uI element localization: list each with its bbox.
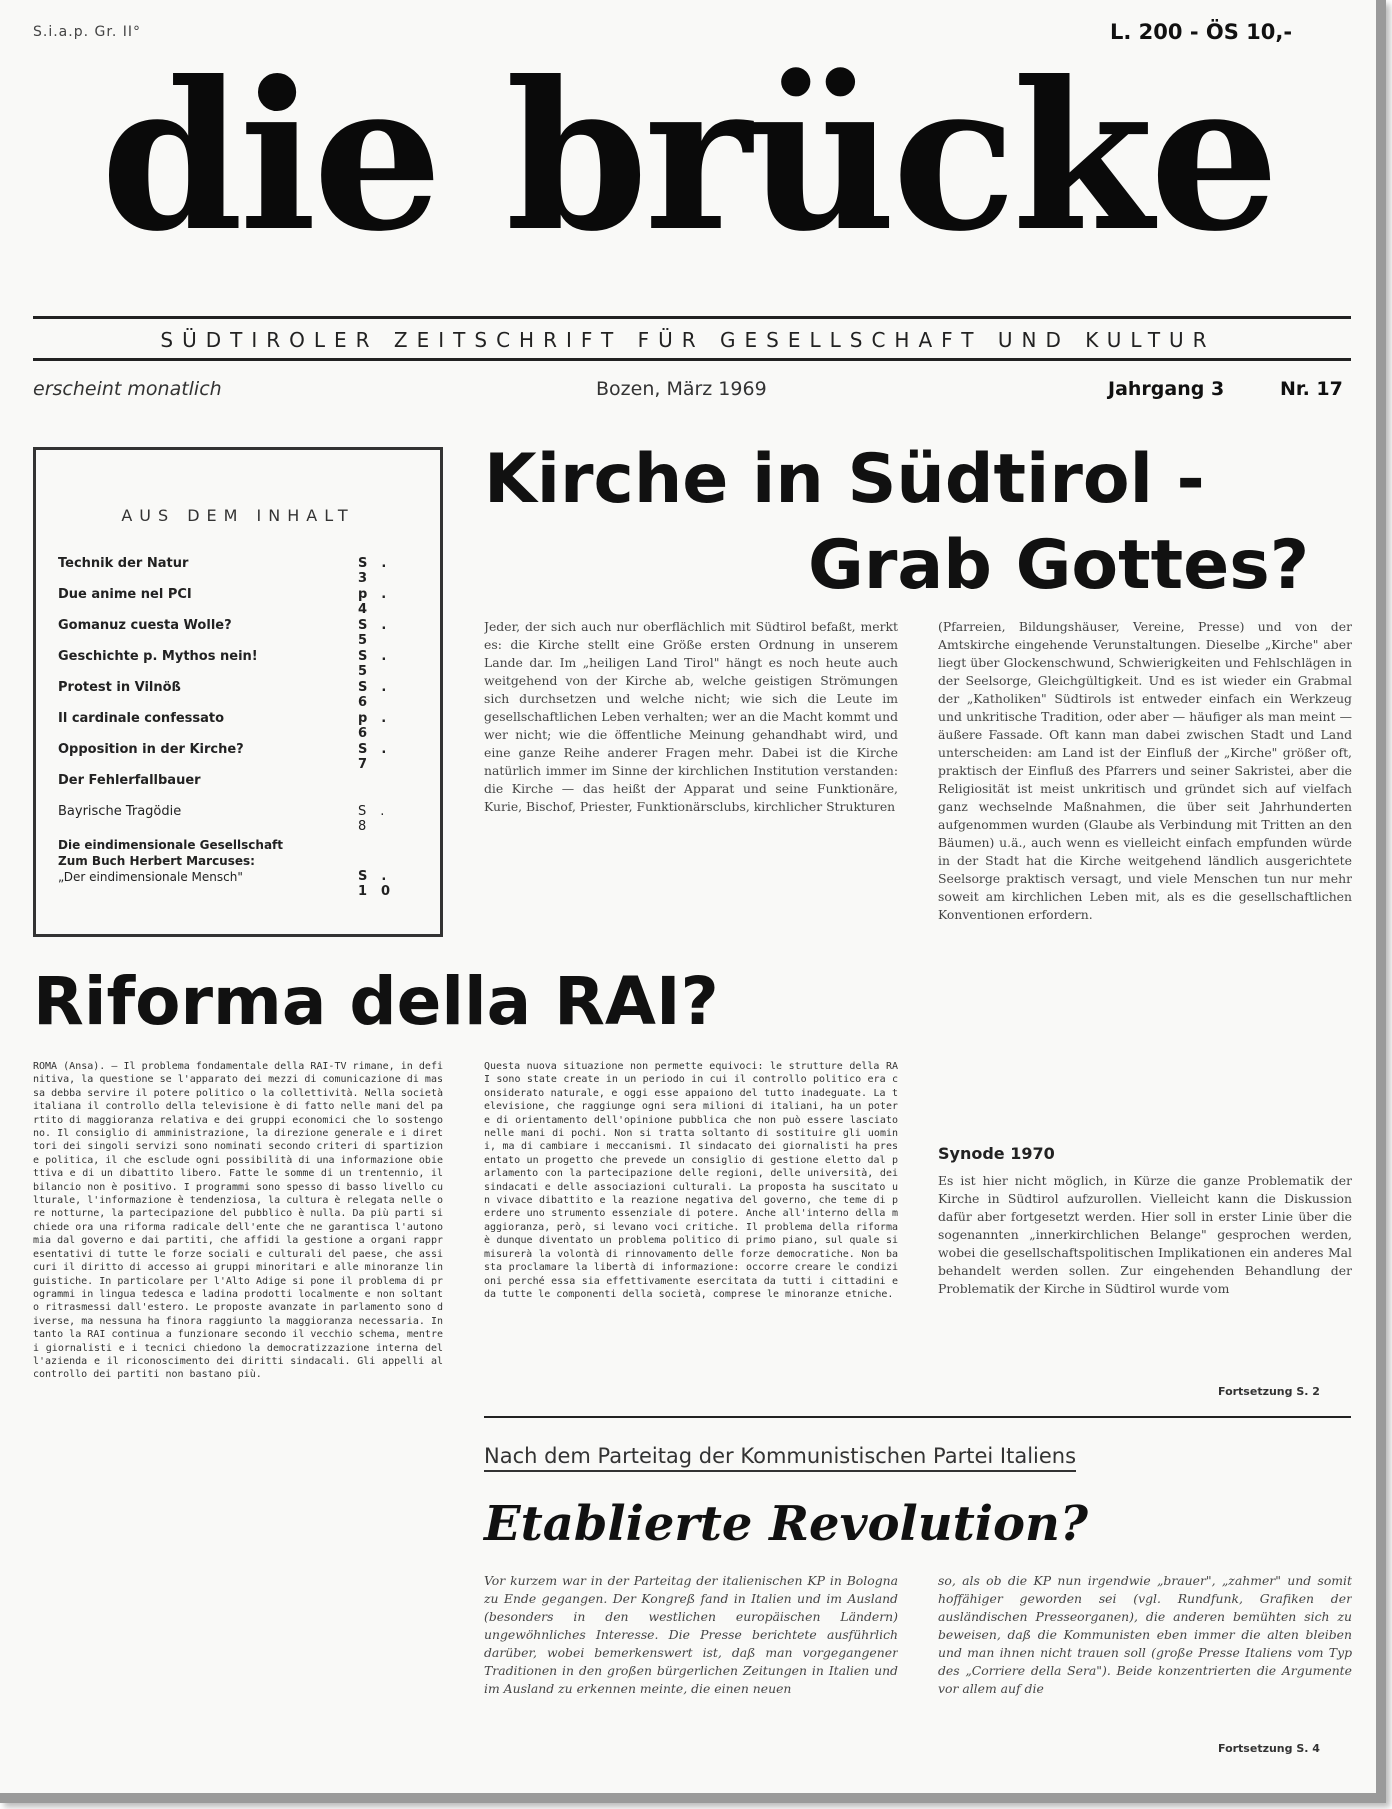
article-divider bbox=[484, 1416, 1351, 1418]
article-revolution-column-2: so, als ob die KP nun irgendwie „brauer", „zahmer" und somit hoffähiger geworden sei (vgl. Rundfunk, Grafiken der ausländischen Presseorganen), die anderen bemühten sich zu beweisen, daß die Kommunisten eben immer die alten bleiben und man ihnen nicht trauen soll (große Presse Italiens vom Typ des „Corriere della Sera"). Beide konzentrierten die Argumente vor allem auf die bbox=[938, 1573, 1352, 1696]
article-kirche-continued: Fortsetzung S. 2 bbox=[1218, 1385, 1320, 1398]
article-revolution-kicker: Nach dem Parteitag der Kommunistischen Partei Italiens bbox=[484, 1444, 1076, 1472]
postal-code: S.i.a.p. Gr. II° bbox=[33, 24, 141, 40]
toc-item-multiline[interactable]: Die eindimensionale Gesellschaft Zum Buch Herbert Marcuses: „Der eindimensionale Mensch" bbox=[58, 838, 283, 884]
article-revolution-continued: Fortsetzung S. 4 bbox=[1218, 1742, 1320, 1755]
article-revolution-headline: Etablierte Revolution? bbox=[484, 1496, 1089, 1552]
meta-issue: Nr. 17 bbox=[1280, 378, 1343, 400]
masthead-title: die brücke bbox=[100, 37, 1276, 277]
meta-place-date: Bozen, März 1969 bbox=[596, 378, 767, 400]
masthead-rule-bottom bbox=[33, 358, 1351, 361]
article-rai-column-2: Questa nuova situazione non permette equivoci: le strutture della RAI sono state create in un periodo in cui il controllo politico era considerato naturale, e oggi esse appaiono del tutto inadeguate. La televisione, che raggiunge ogni sera milioni di italiani, ha un potere di orientamento dell'opinione pubblica che non può essere lasciato nelle mani di pochi. Non si tratta soltanto di sostituire gli uomini, ma di cambiare i meccanismi. Il sindacato dei giornalisti ha presentato un progetto che prevede un consiglio di gestione eletto dal parlamento con la partecipazione delle regioni, delle università, dei sindacati e delle associazioni culturali. La proposta ha suscitato un vivace dibattito e la reazione negativa del governo, che teme di perdere uno strumento essenziale di potere. Anche all'interno della maggioranza, però, si levano voci critiche. Il problema della riforma è dunque diventato un problema politico di primo piano, sul quale si misurerà la volontà di rinnovamento delle forze democratiche. Non basta proclamare la libertà di informazione: occorre creare le condizioni perché essa sia effettivamente esercitata da tutti i cittadini e da tutte le componenti della società, comprese le minoranze etniche. bbox=[484, 1061, 898, 1300]
article-kirche-headline-line2: Grab Gottes? bbox=[808, 526, 1310, 605]
table-of-contents: AUS DEM INHALT Technik der Natur S. 3 Due anime nel PCI p. 4 Gomanuz cuesta Wolle? S. 5 Geschichte p. Mythos nein! S. 5 Protest in Vilnöß S. 6 Il cardinale confessato p. 6 Opposition in der Kirche? S. 7 Der Fehlerfallbauer Bayrische Tragödie S. 8 Die eindimensionale Gesellschaft Zum Buch Herbert Marcuses: „Der eindimensionale Mensch" S. 10 bbox=[33, 447, 443, 937]
article-rai-headline: Riforma della RAI? bbox=[33, 963, 719, 1040]
meta-frequency: erscheint monatlich bbox=[33, 378, 222, 400]
toc-title: AUS DEM INHALT bbox=[121, 506, 355, 525]
article-kirche-subhead: Synode 1970 bbox=[938, 1144, 1055, 1163]
article-kirche-column-1: Jeder, der sich auch nur oberflächlich mit Südtirol befaßt, merkt es: die Kirche stellt eine Größe ersten Ordnung in unserem Lande dar. Im „heiligen Land Tirol" hängt es noch heute auch weitgehend von der Kirche ab, welche geistigen Strömungen sich durchsetzen und welche nicht; wie sich die Leute im gesellschaftlichen Leben verhalten; wer an die Macht kommt und wer nicht; wie die öffentliche Meinung gehandhabt wird, und eine ganze Reihe anderer Fragen mehr. Dabei ist die Kirche natürlich immer im Sinne der kirchlichen Institution verstanden: die Kirche — das heißt der Apparat und seine Funktionäre, Kurie, Bischof, Priester, Funktionärsclubs, kirchlicher Strukturen bbox=[484, 619, 898, 814]
article-kirche-column-2: (Pfarreien, Bildungshäuser, Vereine, Presse) und von der Amtskirche eingehende Verunstaltungen. Dieselbe „Kirche" aber liegt über Glockenschwund, Schwierigkeiten und Fehlschlägen in der Seelsorge, Gleichgültigkeit. Und es ist wieder ein Grabmal der „Katholiken" Südtirols ist entweder einfach ein Werkzeug und unkritische Tradition, oder aber — häufiger als man meint — äußere Fassade. Oft kann man dabei zwischen Stadt und Land unterscheiden: am Land ist der Einfluß der „Kirche" größer oft, praktisch der Einfluß des Pfarrers und seiner Sakristei, aber die Religiosität ist meist unkritisch und gründet sich auf vielfach ganz wechselnde Maßnahmen, die über seit Jahrhunderten aufgenommen wurden (Glaube als Verbindung mit Tritten an den Bäumen) u.ä., auch wenn es vielleicht einfach empfunden würde in der Stadt hat die Kirche weitgehend ländlich ausgerichtete Seelsorge praktisch versagt, und viele Menschen tun nur mehr soweit am kirchlichen Leben mit, als es die gesellschaftlichen Konventionen erfordern. bbox=[938, 619, 1352, 922]
price: L. 200 - ÖS 10,- bbox=[1110, 20, 1293, 44]
masthead-rule-top bbox=[33, 316, 1351, 319]
meta-volume: Jahrgang 3 bbox=[1108, 378, 1225, 400]
article-revolution-column-1: Vor kurzem war in der Parteitag der italienischen KP in Bologna zu Ende gegangen. Der Kongreß fand in Italien und im Ausland (besonders in den westlichen europäischen Ländern) ungewöhnliches Interesse. Die Presse berichtete ausführlich darüber, wobei bemerkenswert ist, daß man vorgegangener Traditionen in den großen bürgerlichen Zeitungen in Italien und im Ausland zu erkennen meinte, die einen neuen bbox=[484, 1573, 898, 1696]
article-kirche-column-2b: Es ist hier nicht möglich, in Kürze die ganze Problematik der Kirche in Südtirol aufzurollen. Vielleicht kann die Diskussion dafür aber fortgesetzt werden. Hier soll in erster Linie über die sogenannten „innerkirchlichen Belange" gesprochen werden, wobei die gesellschaftspolitischen Implikationen ein anderes Mal behandelt werden sollen. Zur eingehenden Behandlung der Problematik der Kirche in Südtirol wurde vom bbox=[938, 1173, 1352, 1296]
toc-last-page: S. 10 bbox=[358, 869, 405, 899]
article-rai-column-1: ROMA (Ansa). — Il problema fondamentale della RAI-TV rimane, in definitiva, la questione se l'apparato dei mezzi di comunicazione di massa debba servire il potere politico o la collettività. Nella società italiana il controllo della televisione è di fatto nelle mani del partito di maggioranza relativa e dei gruppi economici che lo sostengono. Il consiglio di amministrazione, la direzione generale e i direttori dei singoli servizi sono nominati secondo criteri di spartizione politica, il che esclude ogni possibilità di una informazione obiettiva e di un dibattito libero. Fatte le somme di un trentennio, il bilancio non è positivo. I programmi sono spesso di basso livello culturale, l'informazione è tendenziosa, la cultura è relegata nelle ore notturne, la partecipazione del pubblico è nulla. Da più parti si chiede ora una riforma radicale dell'ente che ne garantisca l'autonomia dal governo e dai partiti, che affidi la gestione a organi rappresentativi di tutte le forze sociali e culturali del paese, che assicuri il diritto di accesso ai gruppi minoritari e alle minoranze linguistiche. In particolare per l'Alto Adige si pone il problema di programmi in lingua tedesca e ladina prodotti localmente e non soltanto ritrasmessi dall'estero. Le proposte avanzate in parlamento sono diverse, ma nessuna ha finora raggiunto la maggioranza necessaria. Intanto la RAI continua a funzionare secondo il vecchio schema, mentre i giornalisti e i tecnici chiedono la democratizzazione interna dell'azienda e il riconoscimento dei diritti sindacali. Gli appelli al controllo dei partiti non bastano più. bbox=[33, 1061, 443, 1381]
masthead-subtitle: SÜDTIROLER ZEITSCHRIFT FÜR GESELLSCHAFT UND KULTUR bbox=[160, 328, 1216, 352]
article-kirche-headline-line1: Kirche in Südtirol - bbox=[484, 440, 1205, 519]
